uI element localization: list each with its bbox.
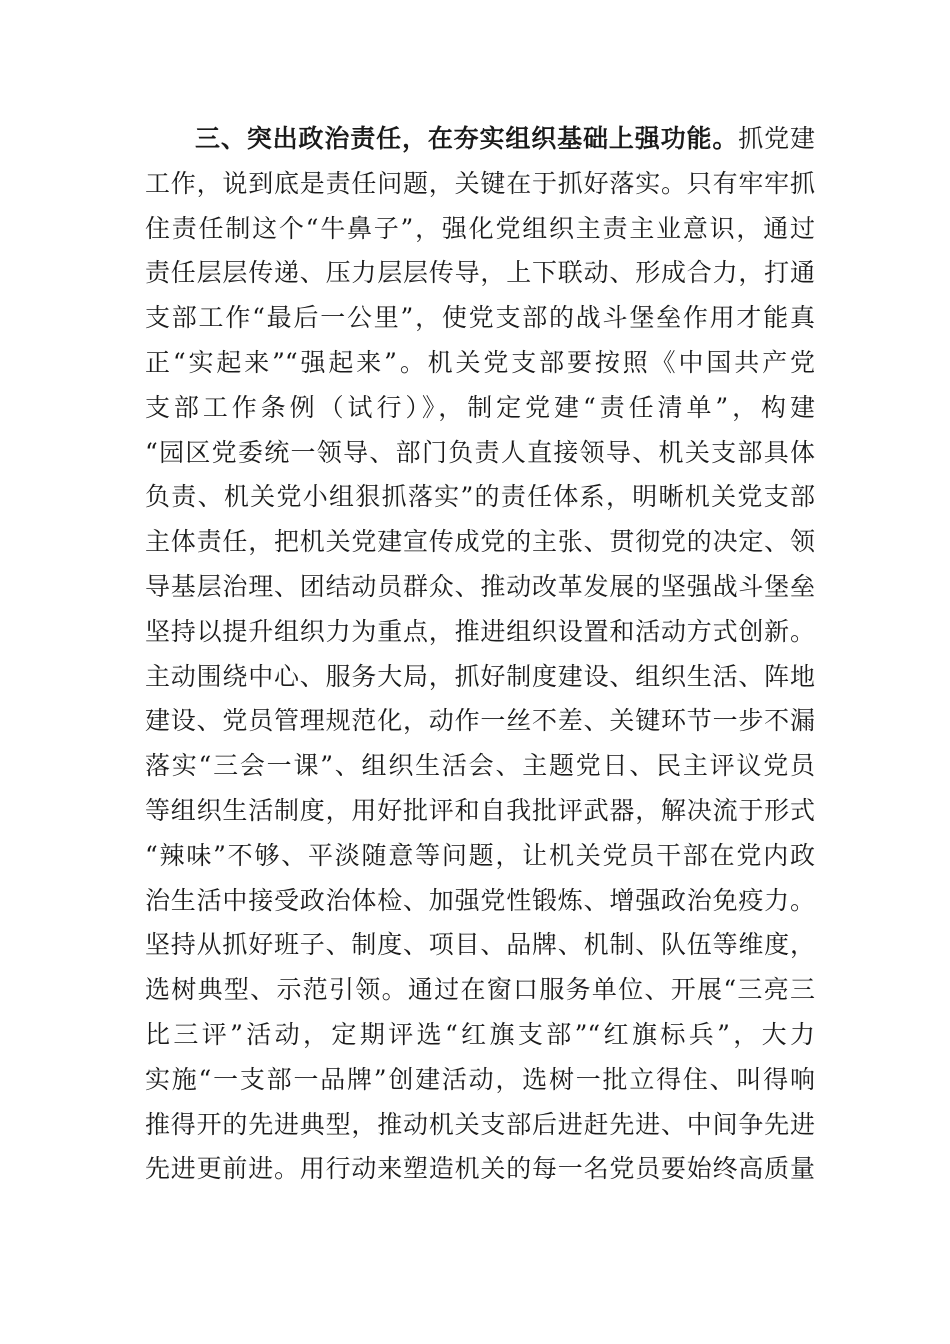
body-line: 坚持以提升组织力为重点，推进组织设置和活动方式创新。 [145, 616, 815, 646]
body-line: 治生活中接受政治体检、加强党性锻炼、增强政治免疫力。 [145, 885, 815, 915]
body-line: 导基层治理、团结动员群众、推动改革发展的坚强战斗堡垒 [145, 571, 815, 601]
body-line: 坚持从抓好班子、制度、项目、品牌、机制、队伍等维度， [145, 930, 815, 960]
body-line: 工作，说到底是责任问题，关键在于抓好落实。只有牢牢抓 [145, 168, 815, 198]
body-line: 推得开的先进典型，推动机关支部后进赶先进、中间争先进 [145, 1109, 815, 1139]
body-line: 正“实起来”“强起来”。机关党支部要按照《中国共产党 [145, 347, 815, 377]
body-line: 选树典型、示范引领。通过在窗口服务单位、开展“三亮三 [145, 975, 815, 1005]
body-line: 实施“一支部一品牌”创建活动，选树一批立得住、叫得响 [145, 1064, 815, 1094]
document-body [145, 117, 815, 1192]
paragraph-first-line [145, 117, 815, 162]
section-heading: 三、突出政治责任，在夯实组织基础上强功能。 [195, 124, 739, 153]
first-line-text: 抓党建 [738, 124, 815, 153]
body-line: 主体责任，把机关党建宣传成党的主张、贯彻党的决定、领 [145, 527, 815, 557]
body-line: “园区党委统一领导、部门负责人直接领导、机关支部具体 [145, 437, 815, 467]
body-line: 比三评”活动，定期评选“红旗支部”“红旗标兵”，大力 [145, 1019, 815, 1049]
body-line: 主动围绕中心、服务大局，抓好制度建设、组织生活、阵地 [145, 661, 815, 691]
body-line: “辣味”不够、平淡随意等问题，让机关党员干部在党内政 [145, 840, 815, 870]
body-line: 等组织生活制度，用好批评和自我批评武器，解决流于形式 [145, 795, 815, 825]
body-line: 负责、机关党小组狠抓落实”的责任体系，明晰机关党支部 [145, 482, 815, 512]
body-line: 责任层层传递、压力层层传导，上下联动、形成合力，打通 [145, 258, 815, 288]
body-line: 建设、党员管理规范化，动作一丝不差、关键环节一步不漏 [145, 706, 815, 736]
body-line: 支部工作“最后一公里”，使党支部的战斗堡垒作用才能真 [145, 303, 815, 333]
body-line: 先进更前进。用行动来塑造机关的每一名党员要始终高质量 [145, 1154, 815, 1184]
body-line: 落实“三会一课”、组织生活会、主题党日、民主评议党员 [145, 751, 815, 781]
body-line: 住责任制这个“牛鼻子”，强化党组织主责主业意识，通过 [145, 213, 815, 243]
body-line: 支部工作条例（试行）》，制定党建“责任清单”，构建 [145, 392, 815, 422]
